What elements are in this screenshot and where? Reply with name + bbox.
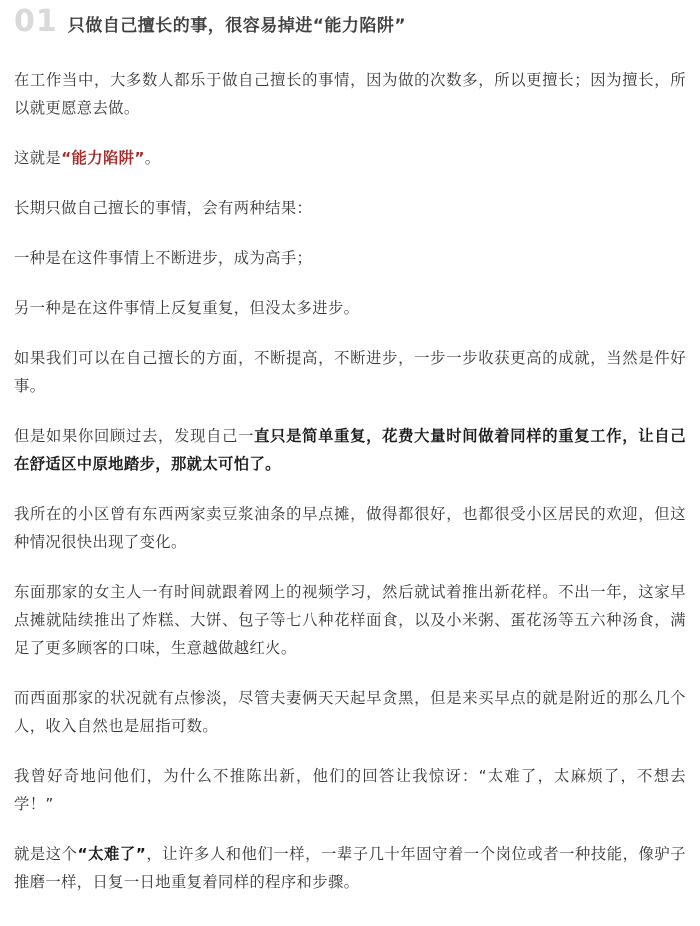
paragraph-12 — [14, 840, 686, 896]
spacer — [14, 400, 686, 422]
spacer — [14, 272, 686, 294]
paragraph-9: 东面那家的女主人一有时间就跟着网上的视频学习，然后就试着推出新花样。不出一年，这家早点摊就陆续推出了炸糕、大饼、包子等七八种花样面食，以及小米粥、蛋花汤等五六种汤食，满足了更多顾客的口味，生意越做越红火。 — [14, 583, 686, 657]
paragraph-2-before: 这就是 — [14, 149, 62, 167]
paragraph-5: 另一种是在这件事情上反复重复，但没太多进步。 — [14, 299, 360, 317]
paragraph-12-before: 就是这个 — [14, 845, 78, 863]
paragraph-3: 长期只做自己擅长的事情，会有两种结果： — [14, 199, 313, 217]
emphasis-too-hard: “太难了” — [77, 845, 147, 863]
paragraph-1: 在工作当中，大多数人都乐于做自己擅长的事情，因为做的次数多，所以更擅长；因为擅长，所以就更愿意去做。 — [14, 71, 686, 117]
paragraph-6: 如果我们可以在自己擅长的方面，不断提高，不断进步，一步一步收获更高的成就，当然是件好事。 — [14, 349, 686, 395]
paragraph-12-after: ，让许多人和他们一样，一辈子几十年固守着一个岗位或者一种技能，像驴子推磨一样，日复一日地重复着同样的程序和步骤。 — [14, 845, 687, 891]
spacer — [14, 818, 686, 840]
spacer — [14, 222, 686, 244]
paragraph-7 — [14, 422, 686, 478]
spacer — [14, 478, 686, 500]
section-heading — [14, 0, 686, 44]
emphasis-ability-trap: “能力陷阱” — [61, 149, 145, 167]
section-title: 只做自己擅长的事，很容易掉进“能力陷阱” — [67, 16, 407, 36]
paragraph-8: 我所在的小区曾有东西两家卖豆浆油条的早点摊，做得都很好，也都很受小区居民的欢迎，但这种情况很快出现了变化。 — [14, 505, 686, 551]
spacer — [14, 44, 686, 66]
paragraph-2-after: 。 — [144, 149, 161, 167]
spacer — [14, 662, 686, 684]
paragraph-4: 一种是在这件事情上不断进步，成为高手； — [14, 249, 313, 267]
spacer — [14, 322, 686, 344]
spacer — [14, 172, 686, 194]
spacer — [14, 556, 686, 578]
section-number: 01 — [14, 4, 58, 39]
emphasis-repetition: 直只是简单重复，花费大量时间做着同样的重复工作，让自己在舒适区中原地踏步，那就太可怕了。 — [14, 427, 686, 473]
paragraph-10: 而西面那家的状况就有点惨淡，尽管夫妻俩天天起早贪黑，但是来买早点的就是附近的那么几个人，收入自然也是屈指可数。 — [14, 689, 686, 735]
spacer — [14, 122, 686, 144]
paragraph-2 — [14, 144, 686, 172]
paragraph-11: 我曾好奇地问他们，为什么不推陈出新，他们的回答让我惊讶：“太难了，太麻烦了，不想去学！” — [14, 767, 686, 813]
spacer — [14, 740, 686, 762]
paragraph-7-before: 但是如果你回顾过去，发现自己一 — [14, 427, 255, 445]
